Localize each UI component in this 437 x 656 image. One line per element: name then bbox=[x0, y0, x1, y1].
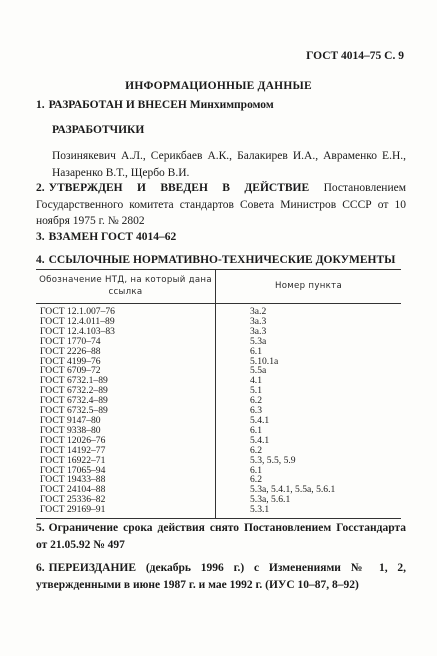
cell-document: ГОСТ 12026–76 bbox=[36, 436, 216, 446]
cell-document: ГОСТ 4199–76 bbox=[36, 357, 216, 367]
section-4 bbox=[36, 252, 406, 269]
cell-clause: 5.3а, 5.4.1, 5.5а, 5.6.1 bbox=[250, 484, 336, 496]
page-title: ИНФОРМАЦИОННЫЕ ДАННЫЕ bbox=[125, 80, 312, 92]
cell-clause: 5.10.1а bbox=[250, 355, 279, 367]
section-1 bbox=[36, 97, 406, 114]
cell-document: ГОСТ 2226–88 bbox=[36, 347, 216, 357]
section-text: Минхимпромом bbox=[189, 99, 274, 111]
cell-document: ГОСТ 14192–77 bbox=[36, 446, 216, 456]
section-lead: УТВЕРЖДЕН И ВВЕДЕН В ДЕЙСТВИЕ bbox=[48, 182, 310, 194]
cell-document: ГОСТ 24104–88 bbox=[36, 485, 216, 495]
cell-document: ГОСТ 25336–82 bbox=[36, 495, 216, 505]
cell-clause: 6.1 bbox=[250, 464, 262, 476]
section-5 bbox=[36, 520, 406, 553]
cell-document: ГОСТ 17065–94 bbox=[36, 466, 216, 476]
cell-clause: 5.3а, 5.6.1 bbox=[250, 494, 291, 506]
cell-clause: 6.1 bbox=[250, 345, 262, 357]
column-header-document: Обозначение НТД, на который дана ссылка bbox=[36, 270, 216, 304]
cell-document: ГОСТ 12.4.011–89 bbox=[36, 317, 216, 327]
cell-document: ГОСТ 6732.5–89 bbox=[36, 406, 216, 416]
cell-clause: 5.1 bbox=[250, 385, 262, 397]
section-text: ВЗАМЕН ГОСТ 4014–62 bbox=[48, 231, 177, 243]
cell-clause: 3а.3 bbox=[250, 315, 267, 327]
cell-document: ГОСТ 16922–71 bbox=[36, 456, 216, 466]
cell-document: ГОСТ 6732.1–89 bbox=[36, 376, 216, 386]
cell-clause: 5.3, 5.5, 5.9 bbox=[250, 454, 296, 466]
section-number: 6. bbox=[36, 562, 45, 574]
cell-clause: 6.1 bbox=[250, 424, 262, 436]
cell-document: ГОСТ 12.1.007–76 bbox=[36, 304, 216, 317]
section-3 bbox=[36, 229, 406, 246]
references-table bbox=[36, 269, 401, 519]
page-reference: ГОСТ 4014–75 С. 9 bbox=[306, 50, 404, 62]
table-header-row bbox=[36, 270, 401, 304]
cell-clause: 5.3а bbox=[250, 335, 267, 347]
developers-text: Позинякевич А.Л., Серикбаев А.К., Балакирев И.А., Авраменко Е.Н., Назаренко В.Т., Щербо В.И. bbox=[52, 150, 406, 179]
cell-clause: 5.5а bbox=[250, 365, 267, 377]
cell-clause: 3а.3 bbox=[250, 325, 267, 337]
table-row bbox=[36, 304, 401, 317]
section-2 bbox=[36, 180, 406, 230]
cell-document: ГОСТ 9338–80 bbox=[36, 426, 216, 436]
section-number: 4. bbox=[36, 254, 45, 266]
section-lead: РАЗРАБОТАН И ВНЕСЕН bbox=[48, 99, 187, 111]
section-text: (декабрь 1996 г.) с Изменениями № 1, 2, утвержденными в июне 1987 г. и мае 1992 г. (ИУС 10–87, 8–92) bbox=[36, 562, 406, 591]
section-lead: ПЕРЕИЗДАНИЕ bbox=[48, 562, 137, 574]
section-number: 5. bbox=[36, 522, 45, 534]
table-body bbox=[36, 304, 401, 519]
developers-heading: РАЗРАБОТЧИКИ bbox=[52, 124, 145, 136]
cell-document: ГОСТ 1770–74 bbox=[36, 337, 216, 347]
cell-document: ГОСТ 6709–72 bbox=[36, 366, 216, 376]
table-row bbox=[36, 505, 401, 518]
cell-document: ГОСТ 29169–91 bbox=[36, 505, 216, 518]
table-row bbox=[36, 456, 401, 466]
cell-clause: 3а.2 bbox=[250, 306, 267, 317]
cell-document: ГОСТ 9147–80 bbox=[36, 416, 216, 426]
section-text: Постановлением Государственного комитета стандартов Совета Министров СССР от 10 ноября 1975 г. № 2802 bbox=[36, 182, 406, 227]
cell-document: ГОСТ 12.4.103–83 bbox=[36, 327, 216, 337]
cell-clause: 6.2 bbox=[250, 474, 262, 486]
section-text: ССЫЛОЧНЫЕ НОРМАТИВНО-ТЕХНИЧЕСКИЕ ДОКУМЕНТЫ bbox=[48, 254, 396, 266]
section-number: 1. bbox=[36, 99, 45, 111]
cell-clause: 5.4.1 bbox=[250, 414, 270, 426]
cell-document: ГОСТ 6732.4–89 bbox=[36, 396, 216, 406]
cell-clause: 6.2 bbox=[250, 395, 262, 407]
cell-document: ГОСТ 6732.2–89 bbox=[36, 386, 216, 396]
cell-clause: 5.3.1 bbox=[216, 505, 402, 518]
cell-clause: 6.3 bbox=[250, 405, 262, 417]
section-number: 3. bbox=[36, 231, 45, 243]
column-header-clause: Номер пункта bbox=[216, 270, 402, 304]
cell-clause: 5.4.1 bbox=[250, 434, 270, 446]
section-text: Ограничение срока действия снято Постановлением Госстандарта от 21.05.92 № 497 bbox=[36, 522, 406, 551]
section-6 bbox=[36, 560, 406, 593]
cell-clause: 6.2 bbox=[250, 444, 262, 456]
cell-document: ГОСТ 19433–88 bbox=[36, 475, 216, 485]
section-number: 2. bbox=[36, 182, 45, 194]
cell-clause: 4.1 bbox=[250, 375, 262, 387]
